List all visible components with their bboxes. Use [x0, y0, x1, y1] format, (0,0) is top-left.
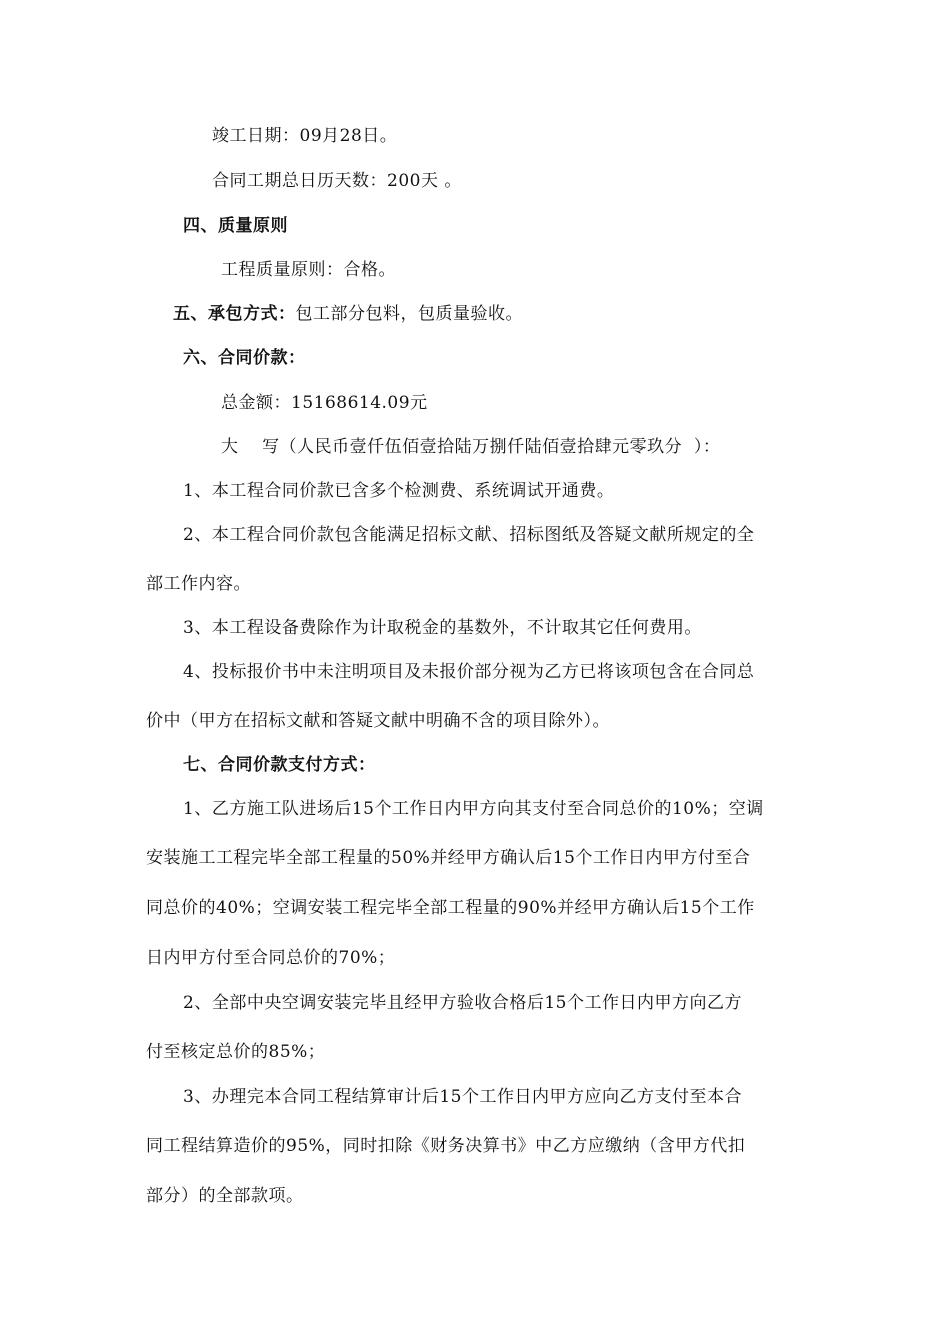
section-5 — [173, 302, 523, 326]
section-6-heading: 六、合同价款： — [183, 348, 306, 368]
payment-1-line-2: 安装施工工程完毕全部工程量的50%并经甲方确认后15个工作日内甲方付至合 — [146, 848, 751, 868]
completion-date: 竣工日期：09月28日。 — [212, 126, 398, 146]
price-item-1: 1、本工程合同价款已含多个检测费、系统调试开通费。 — [183, 481, 615, 501]
payment-1-line-4: 日内甲方付至合同总价的70%； — [146, 948, 396, 968]
amount-in-words: 大 写（人民币壹仟伍佰壹拾陆万捌仟陆佰壹拾肆元零玖分 ）： — [221, 437, 721, 457]
payment-3-line-1: 3、办理完本合同工程结算审计后15个工作日内甲方应向乙方支付至本合 — [183, 1087, 742, 1107]
price-item-3: 3、本工程设备费除作为计取税金的基数外，不计取其它任何费用。 — [183, 618, 702, 638]
section-5-text: 包工部分包料，包质量验收。 — [295, 304, 523, 324]
payment-3-line-2: 同工程结算造价的95%，同时扣除《财务决算书》中乙方应缴纳（含甲方代扣 — [146, 1136, 746, 1156]
quality-standard: 工程质量原则：合格。 — [221, 260, 396, 280]
section-7-heading: 七、合同价款支付方式： — [183, 755, 376, 775]
payment-1-line-1: 1、乙方施工队进场后15个工作日内甲方向其支付至合同总价的10%；空调 — [183, 799, 764, 819]
section-5-heading: 五、承包方式： — [173, 304, 296, 324]
price-item-2-line-2: 部工作内容。 — [146, 574, 251, 594]
payment-2-line-1: 2、全部中央空调安装完毕且经甲方验收合格后15个工作日内甲方向乙方 — [183, 993, 742, 1013]
payment-2-line-2: 付至核定总价的85%； — [146, 1042, 326, 1062]
payment-1-line-3: 同总价的40%；空调安装工程完毕全部工程量的90%并经甲方确认后15个工作 — [146, 898, 755, 918]
price-item-2-line-1: 2、本工程合同价款包含能满足招标文献、招标图纸及答疑文献所规定的全 — [183, 525, 755, 545]
payment-3-line-3: 部分）的全部款项。 — [146, 1186, 304, 1206]
price-item-4-line-2: 价中（甲方在招标文献和答疑文献中明确不含的项目除外）。 — [146, 711, 610, 731]
total-amount: 总金额：15168614.09元 — [221, 393, 428, 413]
price-item-4-line-1: 4、投标报价书中未注明项目及未报价部分视为乙方已将该项包含在合同总 — [183, 662, 755, 682]
section-4-heading: 四、质量原则 — [183, 216, 288, 236]
total-calendar-days: 合同工期总日历天数：200天 。 — [212, 171, 462, 191]
